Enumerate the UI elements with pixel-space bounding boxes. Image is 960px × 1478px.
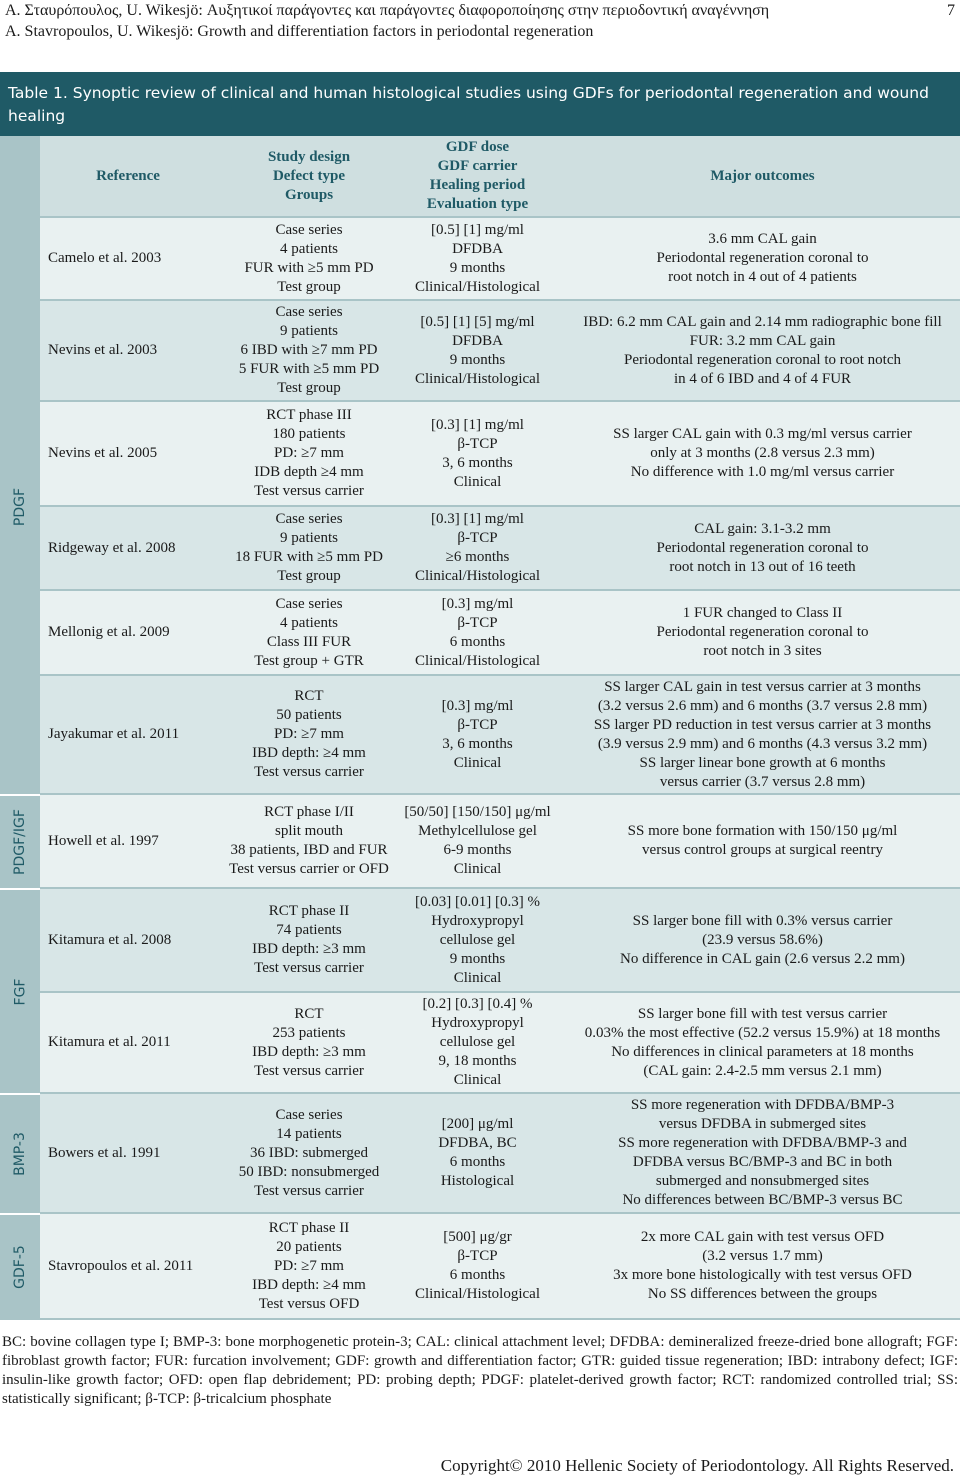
design-cell-line: 74 patients [276, 922, 342, 938]
outcome-cell-line: (3.9 versus 2.9 mm) and 6 months (4.3 versus 3.2 mm) [597, 735, 928, 752]
design-cell-line: Case series [275, 1106, 343, 1123]
design-cell-line: 6 IBD with ≥7 mm PD [240, 342, 378, 358]
design-cell [208, 889, 410, 991]
dose-cell-line: Histological [440, 1173, 515, 1189]
group-label-text: PDGF [12, 487, 28, 526]
outcome-cell-line: Periodontal regeneration coronal to [656, 624, 869, 640]
dose-cell [395, 591, 560, 674]
outcome-cell-line: root notch in 3 sites [703, 643, 822, 659]
dose-cell-line: Clinical/Histological [415, 278, 540, 295]
design-cell-line: Test group [277, 278, 341, 295]
table-header [40, 136, 960, 216]
dose-cell-line: Clinical [453, 754, 502, 771]
outcome-cell [565, 889, 960, 991]
page-header [5, 0, 955, 42]
dose-cell-line: 9 months [449, 351, 506, 368]
dose-cell-line: Clinical [453, 473, 502, 490]
design-cell-line: PD: ≥7 mm [274, 726, 344, 742]
dose-cell-line: Clinical/Histological [415, 652, 540, 669]
design-cell-line: 38 patients, IBD and FUR [230, 842, 388, 858]
dose-cell-line: [0.3] mg/ml [441, 697, 514, 714]
design-cell-line: 14 patients [276, 1125, 342, 1142]
design-cell-line: 253 patients [272, 1024, 346, 1041]
design-cell-line: 4 patients [280, 240, 338, 257]
design-cell [208, 507, 410, 589]
group-label [0, 889, 40, 1094]
outcome-cell-line: 1 FUR changed to Class II [682, 605, 843, 621]
dose-cell-line: Hydroxypropyl [431, 912, 524, 929]
dose-cell-line: 6 months [449, 1154, 506, 1170]
dose-cell [395, 1094, 560, 1212]
outcome-cell-line: in 4 of 6 IBD and 4 of 4 FUR [673, 370, 852, 387]
outcome-cell-line: versus DFDBA in submerged sites [658, 1116, 867, 1132]
outcome-cell-line: SS larger PD reduction in test versus carrier at 3 months [593, 716, 932, 733]
dose-cell-line: β-TCP [457, 435, 498, 452]
dose-cell-line: [0.3] mg/ml [441, 595, 514, 612]
outcome-cell-line: SS more regeneration with DFDBA/BMP-3 [630, 1097, 895, 1113]
outcome-cell [565, 795, 960, 887]
table-row [40, 301, 960, 400]
outcome-cell-line: 3.6 mm CAL gain [708, 231, 817, 247]
design-cell-line: split mouth [275, 823, 343, 839]
outcome-cell-line: SS larger bone fill with 0.3% versus carrier [632, 912, 893, 929]
outcome-cell-line: Periodontal regeneration coronal to [656, 250, 869, 266]
footnote: BC: bovine collagen type I; BMP-3: bone morphogenetic protein-3; CAL: clinical attachment level; DFDBA: demineralized freeze-dried bone allograft; FGF: fibroblast growth factor; FUR: furcation involvement; GDF: growth and differentiation factor; GTR: guided tissue regeneration; IBD: intrabony defect; IGF: insulin-like growth factor; OFD: open flap debridement; PD: probing depth; PDGF: platelet-derived growth factor; RCT: randomized controlled trial; SS: statistically significant; β-TCP: β-tricalcium phosphate [2, 1334, 958, 1407]
dose-cell [395, 301, 560, 400]
col-outcomes: Major outcomes [710, 167, 815, 184]
outcome-cell-line: No differences between BC/BMP-3 versus BC [622, 1192, 903, 1208]
outcome-cell-line: (CAL gain: 2.4-2.5 mm versus 2.1 mm) [643, 1062, 882, 1079]
reference-cell: Nevins et al. 2005 [48, 445, 158, 461]
dose-cell [395, 889, 560, 991]
group-divider [0, 794, 40, 796]
dose-cell-line: [0.3] [1] mg/ml [431, 416, 524, 433]
outcome-cell-line: (3.2 versus 1.7 mm) [702, 1248, 823, 1264]
dose-cell-line: β-TCP [457, 716, 498, 733]
group-label [0, 795, 40, 889]
reference-cell: Camelo et al. 2003 [48, 250, 162, 266]
design-cell-line: 50 patients [276, 707, 342, 723]
design-cell-line: RCT [294, 1005, 324, 1022]
design-cell-line: Test versus carrier [254, 1062, 364, 1079]
dose-cell-line: [0.03] [0.01] [0.3] % [415, 893, 540, 910]
table-row [40, 1094, 960, 1212]
design-cell-line: Test group [277, 380, 341, 396]
table-row [40, 889, 960, 991]
design-cell-line: 9 patients [280, 530, 338, 546]
outcome-cell-line: Periodontal regeneration coronal to root notch [624, 351, 901, 368]
dose-cell-line: cellulose gel [439, 931, 516, 948]
design-cell-line: Case series [275, 511, 343, 527]
dose-cell-line: ≥6 months [445, 549, 510, 565]
design-cell-line: FUR with ≥5 mm PD [244, 259, 374, 276]
outcome-cell-line: 3x more bone histologically with test versus OFD [613, 1267, 912, 1283]
design-cell-line: Case series [275, 595, 343, 612]
dose-cell-line: [500] μg/gr [443, 1229, 512, 1245]
outcome-cell-line: versus carrier (3.7 versus 2.8 mm) [659, 773, 866, 790]
dose-cell [395, 1214, 560, 1318]
outcome-cell-line: FUR: 3.2 mm CAL gain [689, 332, 836, 349]
outcome-cell-line: root notch in 4 out of 4 patients [668, 269, 857, 285]
page-number: 7 [947, 2, 955, 19]
dose-cell-line: [50/50] [150/150] μg/ml [404, 804, 551, 820]
outcome-cell-line: SS larger linear bone growth at 6 months [639, 754, 886, 771]
dose-cell-line: [0.5] [1] [5] mg/ml [420, 313, 535, 330]
design-cell-line: IBD depth: ≥4 mm [252, 1276, 366, 1293]
dose-cell [395, 795, 560, 887]
dose-cell-line: Hydroxypropyl [431, 1015, 524, 1031]
design-cell [208, 1214, 410, 1318]
review-table [0, 136, 960, 1320]
design-cell [208, 676, 410, 793]
design-cell-line: Test group [277, 568, 341, 584]
reference-cell: Ridgeway et al. 2008 [48, 539, 176, 556]
dose-cell-line: [0.5] [1] mg/ml [431, 221, 524, 238]
dose-cell-line: 6 months [449, 1267, 506, 1283]
design-cell-line: 4 patients [280, 614, 338, 631]
dose-cell-line: 3, 6 months [442, 735, 513, 752]
group-label [0, 1094, 40, 1214]
dose-cell-line: β-TCP [457, 614, 498, 631]
table-row [40, 218, 960, 299]
table-row [40, 591, 960, 674]
outcome-cell-line: No differences in clinical parameters at 18 months [611, 1043, 914, 1060]
reference-cell: Howell et al. 1997 [48, 832, 159, 849]
header-greek: Α. Σταυρόπουλος, U. Wikesjö: Αυξητικοί παράγοντες και παράγοντες διαφοροποίησης στην περιοδοντική αναγέννηση [5, 2, 770, 19]
reference-cell: Bowers et al. 1991 [48, 1144, 161, 1161]
header-english: A. Stavropoulos, U. Wikesjö: Growth and differentiation factors in periodontal regeneration [5, 23, 594, 40]
dose-cell-line: DFDBA [452, 332, 503, 349]
group-label-text: PDGF/IGF [12, 809, 28, 875]
outcome-cell-line: SS larger CAL gain in test versus carrier at 3 months [604, 678, 921, 695]
design-cell-line: Test versus OFD [258, 1295, 360, 1312]
design-cell-line: IBD depth: ≥3 mm [252, 941, 366, 957]
table-title-bar [0, 72, 960, 136]
design-cell-line: IBD depth: ≥4 mm [252, 745, 366, 761]
dose-cell-line: cellulose gel [439, 1034, 516, 1050]
dose-cell-line: 9, 18 months [438, 1053, 517, 1069]
dose-cell-line: 3, 6 months [442, 454, 513, 471]
outcome-cell-line: No difference in CAL gain (2.6 versus 2.2 mm) [620, 950, 905, 967]
reference-cell: Jayakumar et al. 2011 [48, 726, 180, 742]
outcome-cell-line: 0.03% the most effective (52.2 versus 15.9%) at 18 months [584, 1024, 941, 1041]
design-cell-line: 50 IBD: nonsubmerged [238, 1163, 380, 1180]
outcome-cell [565, 301, 960, 400]
dose-cell-line: 6 months [449, 633, 506, 650]
outcome-cell-line: SS more bone formation with 150/150 μg/ml [627, 823, 898, 839]
design-cell-line: Test versus carrier or OFD [229, 861, 389, 877]
design-cell-line: Case series [275, 304, 343, 320]
outcome-cell-line: No SS differences between the groups [647, 1286, 878, 1302]
outcome-cell [565, 1214, 960, 1318]
group-divider [0, 1213, 40, 1215]
design-cell-line: 18 FUR with ≥5 mm PD [235, 549, 383, 565]
dose-cell-line: [200] μg/ml [441, 1116, 514, 1132]
outcome-cell [565, 218, 960, 299]
dose-cell [395, 676, 560, 793]
design-cell-line: Test versus carrier [254, 960, 364, 976]
design-cell [208, 993, 410, 1092]
group-label-text: BMP-3 [12, 1132, 28, 1176]
outcome-cell [565, 402, 960, 505]
outcome-cell-line: (3.2 versus 2.6 mm) and 6 months (3.7 versus 2.8 mm) [597, 697, 928, 714]
table-row [40, 507, 960, 589]
design-cell-line: 36 IBD: submerged [249, 1144, 369, 1161]
design-cell-line: Test versus carrier [254, 1182, 364, 1199]
group-label-text: GDF-5 [12, 1245, 29, 1289]
design-cell-line: IBD depth: ≥3 mm [252, 1043, 366, 1060]
dose-cell-line: Clinical [453, 861, 502, 877]
dose-cell [395, 218, 560, 299]
outcome-cell [565, 993, 960, 1092]
outcome-cell-line: root notch in 13 out of 16 teeth [669, 558, 856, 575]
design-cell-line: PD: ≥7 mm [274, 1257, 344, 1274]
outcome-cell-line: submerged and nonsubmerged sites [655, 1173, 870, 1189]
outcome-cell [565, 591, 960, 674]
dose-cell-line: β-TCP [457, 1248, 498, 1264]
outcome-cell-line: SS larger bone fill with test versus carrier [637, 1005, 888, 1022]
outcome-cell-line: only at 3 months (2.8 versus 2.3 mm) [650, 445, 875, 461]
table-title: Table 1. Synoptic review of clinical and human histological studies using GDFs for periodontal regeneration and wound healing [8, 84, 929, 125]
dose-cell [395, 993, 560, 1092]
design-cell-line: RCT phase II [268, 1219, 350, 1236]
table-row [40, 993, 960, 1092]
dose-cell-line: [0.2] [0.3] [0.4] % [422, 996, 533, 1012]
outcome-cell-line: SS larger CAL gain with 0.3 mg/ml versus carrier [613, 426, 912, 442]
design-cell-line: PD: ≥7 mm [274, 445, 344, 461]
outcome-cell-line: DFDBA versus BC/BMP-3 and BC in both [632, 1154, 893, 1170]
dose-cell [395, 402, 560, 505]
dose-cell-line: Clinical/Histological [415, 568, 540, 584]
design-cell-line: RCT [294, 688, 324, 704]
design-cell-line: 9 patients [280, 323, 338, 339]
group-divider [0, 888, 40, 890]
dose-cell-line: 6-9 months [443, 842, 512, 858]
dose-cell-line: 9 months [449, 950, 506, 967]
outcome-cell-line: IBD: 6.2 mm CAL gain and 2.14 mm radiographic bone fill [583, 313, 942, 330]
design-cell-line: RCT phase III [266, 407, 352, 423]
design-cell [208, 1094, 410, 1212]
reference-cell: Kitamura et al. 2011 [48, 1034, 171, 1050]
copyright: Copyright© 2010 Hellenic Society of Periodontology. All Rights Reserved. [440, 1456, 954, 1475]
reference-cell: Stavropoulos et al. 2011 [48, 1257, 194, 1274]
dose-cell [395, 507, 560, 589]
outcome-cell-line: No difference with 1.0 mg/ml versus carrier [630, 464, 895, 480]
design-cell [208, 301, 410, 400]
design-cell-line: IDB depth ≥4 mm [254, 464, 364, 480]
outcome-cell-line: SS more regeneration with DFDBA/BMP-3 and [618, 1135, 907, 1151]
reference-cell: Nevins et al. 2003 [48, 342, 158, 358]
outcome-cell [565, 507, 960, 589]
design-cell-line: Test versus carrier [254, 764, 364, 780]
outcome-cell-line: Periodontal regeneration coronal to [656, 539, 869, 556]
table-row [40, 402, 960, 505]
design-cell-line: RCT phase I/II [264, 804, 354, 820]
table-row [40, 795, 960, 887]
outcome-cell-line: CAL gain: 3.1-3.2 mm [694, 520, 831, 537]
design-cell-line: 20 patients [276, 1238, 342, 1255]
col-dose: GDF dose GDF carrier Healing period Evaluation type [426, 139, 529, 212]
reference-cell: Mellonig et al. 2009 [48, 624, 170, 640]
group-divider [0, 1093, 40, 1095]
design-cell [208, 402, 410, 505]
design-cell-line: 5 FUR with ≥5 mm PD [238, 361, 380, 377]
dose-cell-line: DFDBA [452, 240, 503, 257]
table-row [40, 676, 960, 793]
group-label-text: FGF [12, 978, 28, 1005]
dose-cell-line: β-TCP [457, 530, 498, 546]
group-label [0, 218, 40, 795]
outcome-cell-line: (23.9 versus 58.6%) [702, 931, 823, 948]
dose-cell-line: [0.3] [1] mg/ml [431, 511, 524, 527]
dose-cell-line: DFDBA, BC [438, 1135, 517, 1151]
design-cell [208, 591, 410, 674]
reference-cell: Kitamura et al. 2008 [48, 931, 172, 948]
group-label [0, 1214, 40, 1320]
outcome-cell-line: 2x more CAL gain with test versus OFD [640, 1229, 885, 1245]
design-cell [208, 795, 410, 887]
design-cell-line: Test versus carrier [254, 483, 364, 499]
dose-cell-line: Clinical [453, 1072, 502, 1088]
dose-cell-line: Clinical/Histological [415, 1286, 540, 1302]
design-cell-line: RCT phase II [268, 903, 350, 919]
col-design: Study design Defect type Groups [267, 148, 351, 203]
outcome-cell [565, 676, 960, 793]
outcome-cell [565, 1094, 960, 1212]
table-row [40, 1214, 960, 1318]
outcome-cell-line: versus control groups at surgical reentry [642, 842, 883, 858]
design-cell-line: Case series [275, 221, 343, 238]
dose-cell-line: Methylcellulose gel [418, 823, 537, 839]
dose-cell-line: Clinical [453, 969, 502, 986]
col-reference: Reference [96, 167, 160, 184]
dose-cell-line: Clinical/Histological [415, 370, 540, 387]
design-cell-line: Class III FUR [266, 633, 352, 650]
dose-cell-line: 9 months [449, 259, 506, 276]
design-cell-line: 180 patients [272, 426, 346, 442]
design-cell [208, 218, 410, 299]
design-cell-line: Test group + GTR [254, 652, 364, 669]
